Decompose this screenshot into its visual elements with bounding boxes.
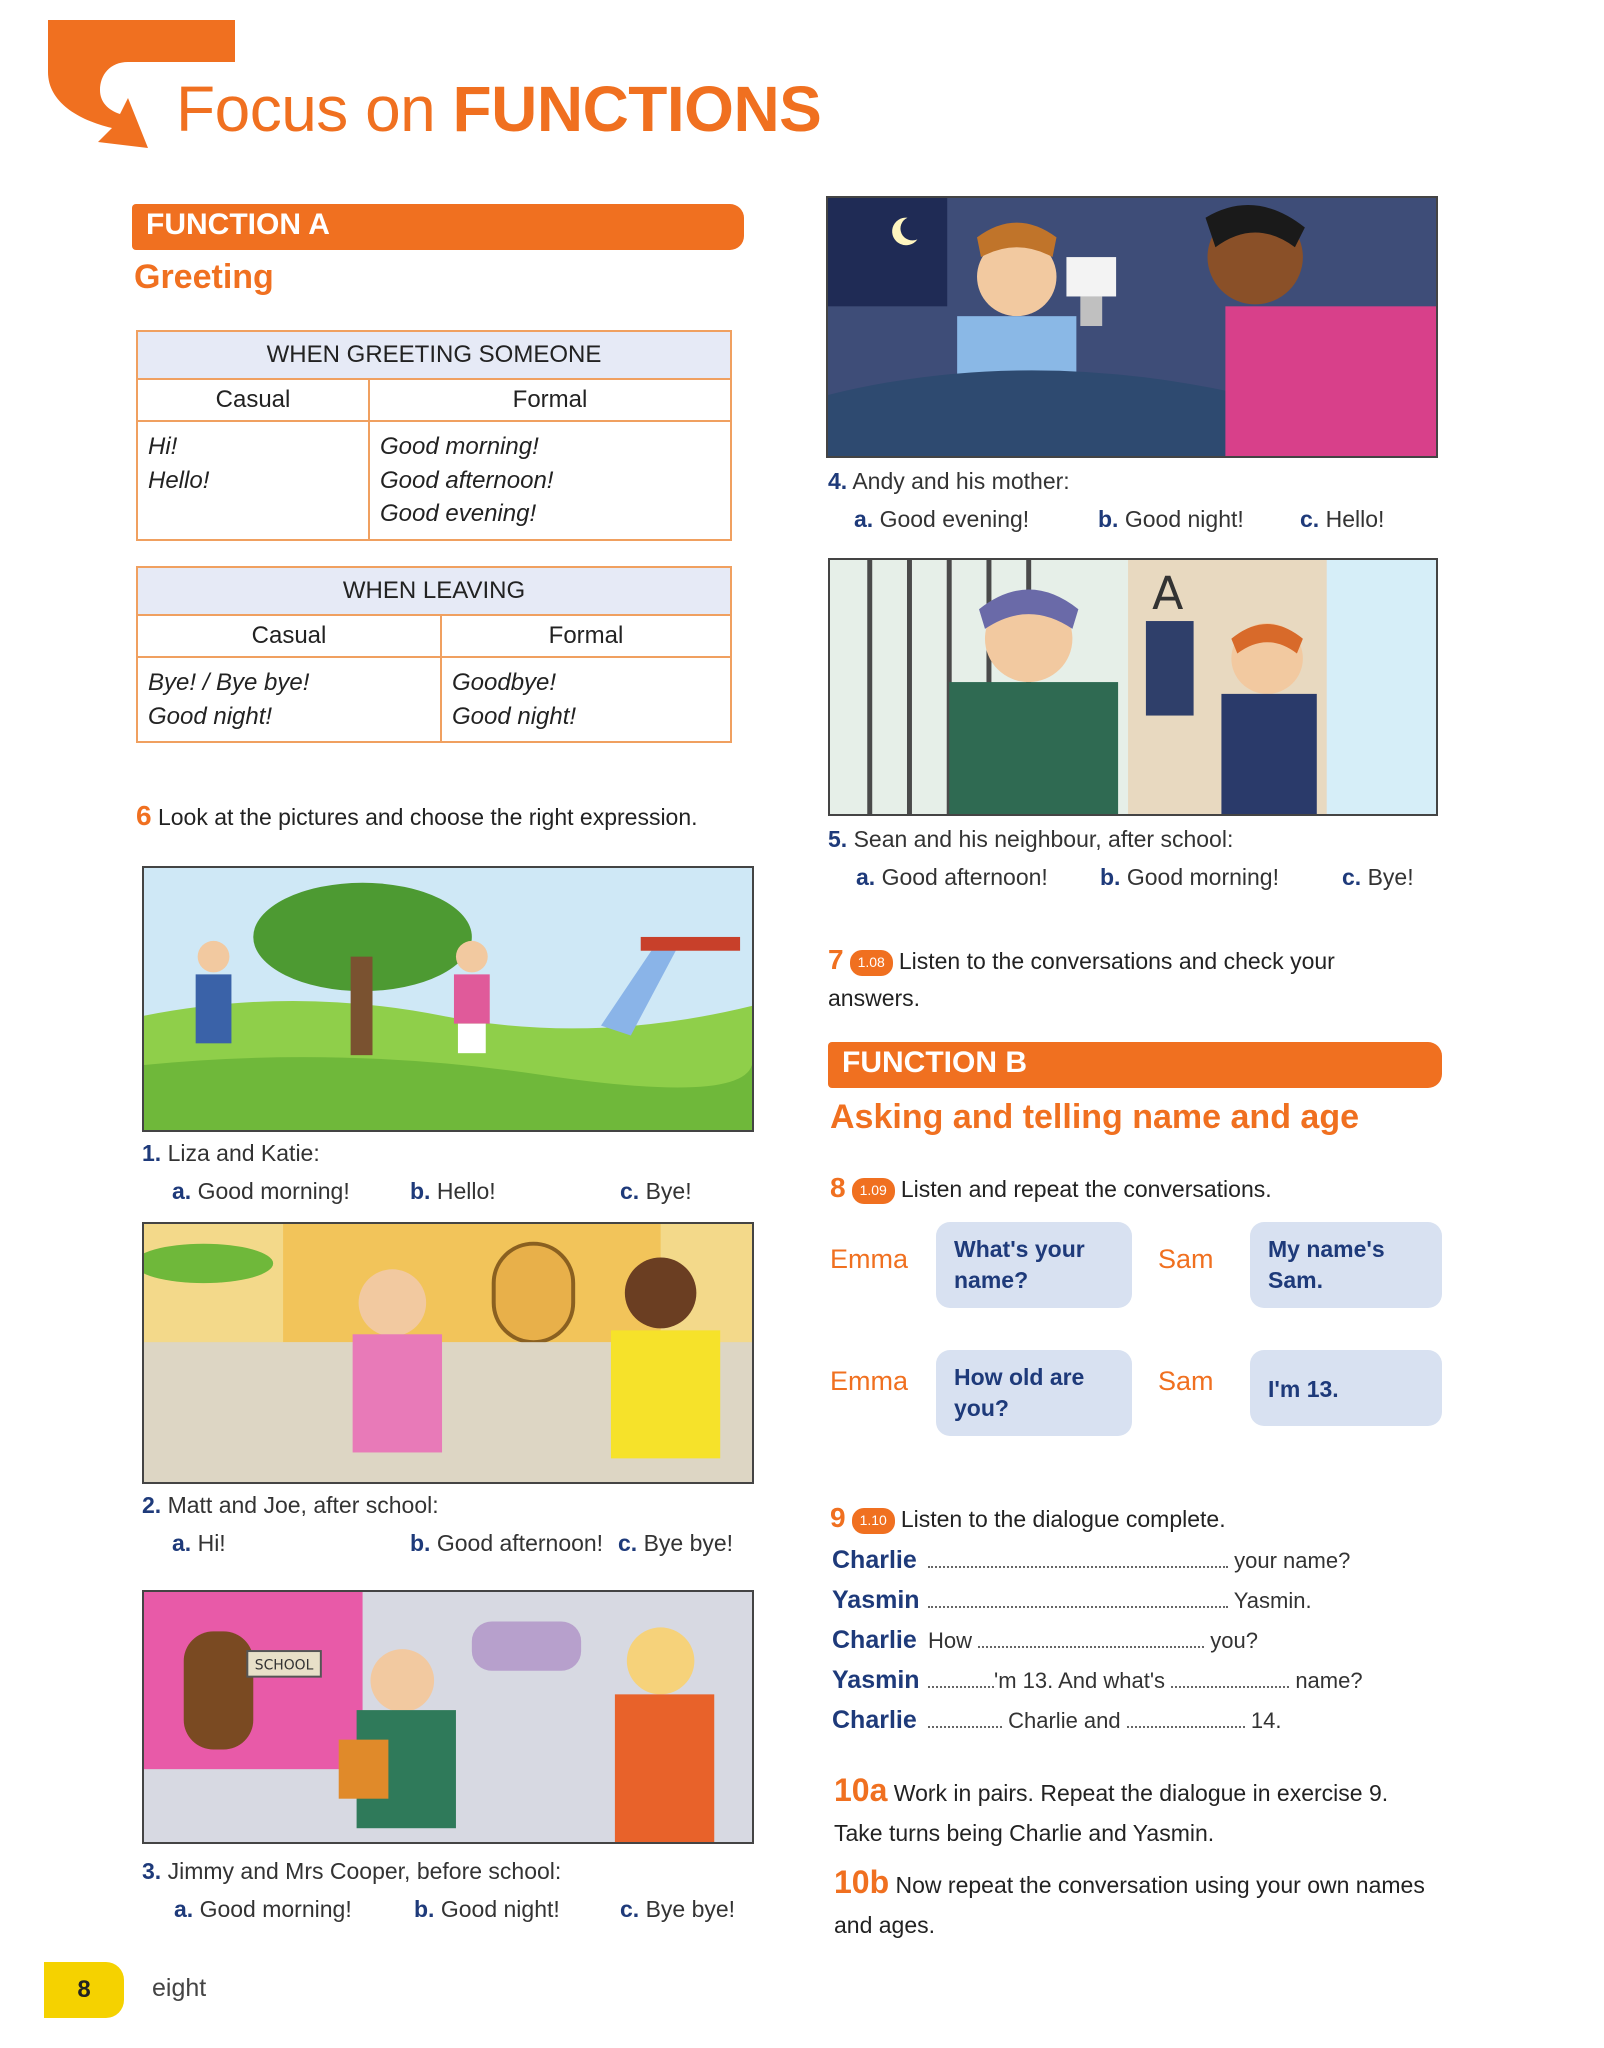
speaker-sam: Sam <box>1158 1366 1214 1396</box>
function-b-subhead: Asking and telling name and age <box>830 1098 1359 1136</box>
speech-bubble: What's your name? <box>936 1222 1132 1308</box>
item-5-caption: 5. Sean and his neighbour, after school: <box>828 826 1234 852</box>
exercise-8-instruction: 8 1.09 Listen and repeat the conversations. <box>830 1172 1272 1203</box>
audio-track-badge[interactable]: 1.09 <box>852 1178 895 1204</box>
dialogue-line[interactable]: How you? <box>928 1628 1258 1653</box>
dialogue-speaker: Charlie <box>832 1706 917 1734</box>
item-4-option-a[interactable]: a. Good evening! <box>854 506 1030 532</box>
dialogue-line[interactable]: Yasmin. <box>928 1588 1312 1614</box>
dialogue-speaker: Charlie <box>832 1626 917 1654</box>
greeting-col-formal: Formal <box>369 379 731 421</box>
speech-bubble: My name's Sam. <box>1250 1222 1442 1308</box>
item-3-option-c[interactable]: c. Bye bye! <box>620 1896 736 1922</box>
greeting-subhead: Greeting <box>134 258 274 296</box>
item-2-option-a[interactable]: a. Hi! <box>172 1530 226 1556</box>
dialogue-speaker: Yasmin <box>832 1586 920 1614</box>
picture-3-before-school <box>142 1590 754 1844</box>
greeting-table-caption: WHEN GREETING SOMEONE <box>137 331 731 379</box>
speaker-emma: Emma <box>830 1244 909 1274</box>
page-number-tab: 8 <box>44 1962 124 2018</box>
audio-track-badge[interactable]: 1.10 <box>852 1508 895 1534</box>
item-1-option-a[interactable]: a. Good morning! <box>172 1178 350 1204</box>
page-number-word: eight <box>152 1974 207 2002</box>
leaving-col-casual: Casual <box>137 615 441 657</box>
item-2-option-c[interactable]: c. Bye bye! <box>618 1530 734 1556</box>
item-4-caption: 4. Andy and his mother: <box>828 468 1070 494</box>
leaving-col-formal: Formal <box>441 615 731 657</box>
leaving-table-caption: WHEN LEAVING <box>137 567 731 615</box>
item-4-option-c[interactable]: c. Hello! <box>1300 506 1385 532</box>
function-a-bar: FUNCTION A <box>132 204 744 250</box>
greeting-formal-cell: Good morning! Good afternoon! Good evening! <box>369 421 731 540</box>
page-title: Focus on FUNCTIONS <box>176 73 822 145</box>
greeting-casual-cell: Hi! Hello! <box>137 421 369 540</box>
item-5-option-c[interactable]: c. Bye! <box>1342 864 1414 890</box>
picture-4-bedroom <box>826 196 1438 458</box>
leaving-formal-cell: Goodbye! Good night! <box>441 657 731 742</box>
item-4-option-b[interactable]: b. Good night! <box>1098 506 1244 532</box>
greeting-table <box>136 330 732 541</box>
item-5-option-b[interactable]: b. Good morning! <box>1100 864 1279 890</box>
speaker-sam: Sam <box>1158 1244 1214 1274</box>
item-3-option-b[interactable]: b. Good night! <box>414 1896 560 1922</box>
speech-bubble: I'm 13. <box>1250 1350 1442 1426</box>
dialogue-line[interactable]: Charlie and 14. <box>928 1708 1281 1734</box>
item-2-caption: 2. Matt and Joe, after school: <box>142 1492 439 1518</box>
speech-bubble: How old are you? <box>936 1350 1132 1436</box>
item-1-caption: 1. Liza and Katie: <box>142 1140 320 1166</box>
exercise-10a-instruction: 10a Work in pairs. Repeat the dialogue in exercise 9. Take turns being Charlie and Yasmin. <box>834 1772 1389 1846</box>
picture-1-park <box>142 866 754 1132</box>
picture-5-neighbour <box>828 558 1438 816</box>
dialogue-speaker: Charlie <box>832 1546 917 1574</box>
item-1-option-c[interactable]: c. Bye! <box>620 1178 692 1204</box>
picture-2-school <box>142 1222 754 1484</box>
item-1-option-b[interactable]: b. Hello! <box>410 1178 496 1204</box>
greeting-col-casual: Casual <box>137 379 369 421</box>
dialogue-line[interactable]: your name? <box>928 1548 1350 1574</box>
dialogue-speaker: Yasmin <box>832 1666 920 1694</box>
leaving-table <box>136 566 732 743</box>
item-3-caption: 3. Jimmy and Mrs Cooper, before school: <box>142 1858 562 1884</box>
picture-5-sign: A <box>1152 567 1184 621</box>
exercise-6-instruction: 6 Look at the pictures and choose the right expression. <box>136 800 698 831</box>
item-2-option-b[interactable]: b. Good afternoon! <box>410 1530 604 1556</box>
picture-3-sign: SCHOOL <box>254 1657 314 1674</box>
item-5-option-a[interactable]: a. Good afternoon! <box>856 864 1048 890</box>
leaving-casual-cell: Bye! / Bye bye! Good night! <box>137 657 441 742</box>
exercise-7-instruction: 7 1.08 Listen to the conversations and check your answers. <box>828 944 1335 1012</box>
item-3-option-a[interactable]: a. Good morning! <box>174 1896 352 1922</box>
audio-track-badge[interactable]: 1.08 <box>850 950 893 976</box>
function-b-bar: FUNCTION B <box>828 1042 1442 1088</box>
dialogue-line[interactable]: 'm 13. And what's name? <box>928 1668 1363 1694</box>
exercise-10b-instruction: 10b Now repeat the conversation using your own names and ages. <box>834 1864 1425 1938</box>
speaker-emma: Emma <box>830 1366 909 1396</box>
exercise-9-instruction: 9 1.10 Listen to the dialogue complete. <box>830 1502 1226 1533</box>
